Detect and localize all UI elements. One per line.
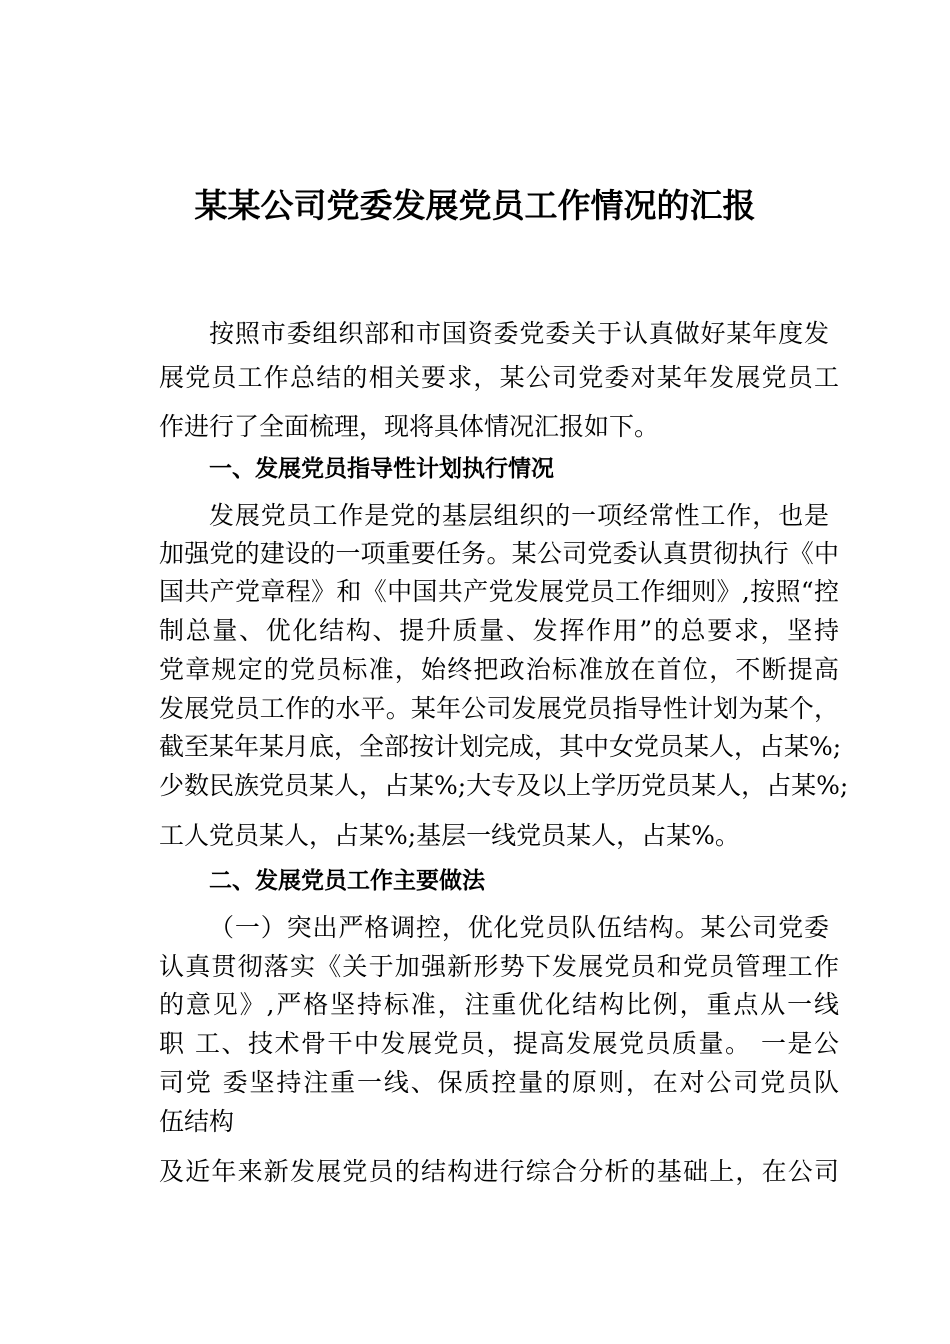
section-2-line-6: 伍结构 [159, 1107, 235, 1136]
section-1-heading: 一、发展党员指导性计划执行情况 [209, 456, 554, 482]
section-1-line-2: 加强党的建设的一项重要任务。某公司党委认真贯彻执行《中 [159, 539, 839, 568]
section-1-line-8: 少数民族党员某人，占某%;大专及以上学历党员某人，占某%; [159, 771, 849, 800]
section-2-line-7: 及近年来新发展党员的结构进行综合分析的基础上，在公司 [159, 1157, 839, 1186]
section-2-line-3: 的意见》,严格坚持标准，注重优化结构比例，重点从一线 [159, 990, 839, 1019]
section-1-line-3: 国共产党章程》和《中国共产党发展党员工作细则》,按照“控 [159, 577, 839, 606]
section-1-line-9: 工人党员某人，占某%;基层一线党员某人，占某%。 [159, 821, 740, 850]
section-2-line-2: 认真贯彻落实《关于加强新形势下发展党员和党员管理工作 [159, 952, 839, 981]
intro-line-3: 作进行了全面梳理，现将具体情况汇报如下。 [159, 412, 660, 441]
section-1-line-4: 制总量、优化结构、提升质量、发挥作用”的总要求，坚持 [159, 616, 839, 645]
section-1-line-1: 发展党员工作是党的基层组织的一项经常性工作，也是 [209, 501, 829, 530]
intro-line-2: 展党员工作总结的相关要求，某公司党委对某年发展党员工 [159, 363, 839, 392]
document-title: 某某公司党委发展党员工作情况的汇报 [194, 186, 756, 225]
section-1-line-5: 党章规定的党员标准，始终把政治标准放在首位，不断提高 [159, 655, 839, 684]
section-2-line-1: （一）突出严格调控，优化党员队伍结构。某公司党委 [209, 913, 829, 942]
section-2-line-5: 司党 委坚持注重一线、保质控量的原则，在对公司党员队 [159, 1068, 839, 1097]
section-2-heading: 二、发展党员工作主要做法 [209, 868, 485, 894]
section-2-line-4: 职 工、技术骨干中发展党员，提高发展党员质量。 一是公 [159, 1029, 839, 1058]
intro-line-1: 按照市委组织部和市国资委党委关于认真做好某年度发 [209, 319, 829, 348]
section-1-line-7: 截至某年某月底，全部按计划完成，其中女党员某人，占某%; [159, 732, 842, 761]
section-1-line-6: 发展党员工作的水平。某年公司发展党员指导性计划为某个， [159, 694, 839, 723]
